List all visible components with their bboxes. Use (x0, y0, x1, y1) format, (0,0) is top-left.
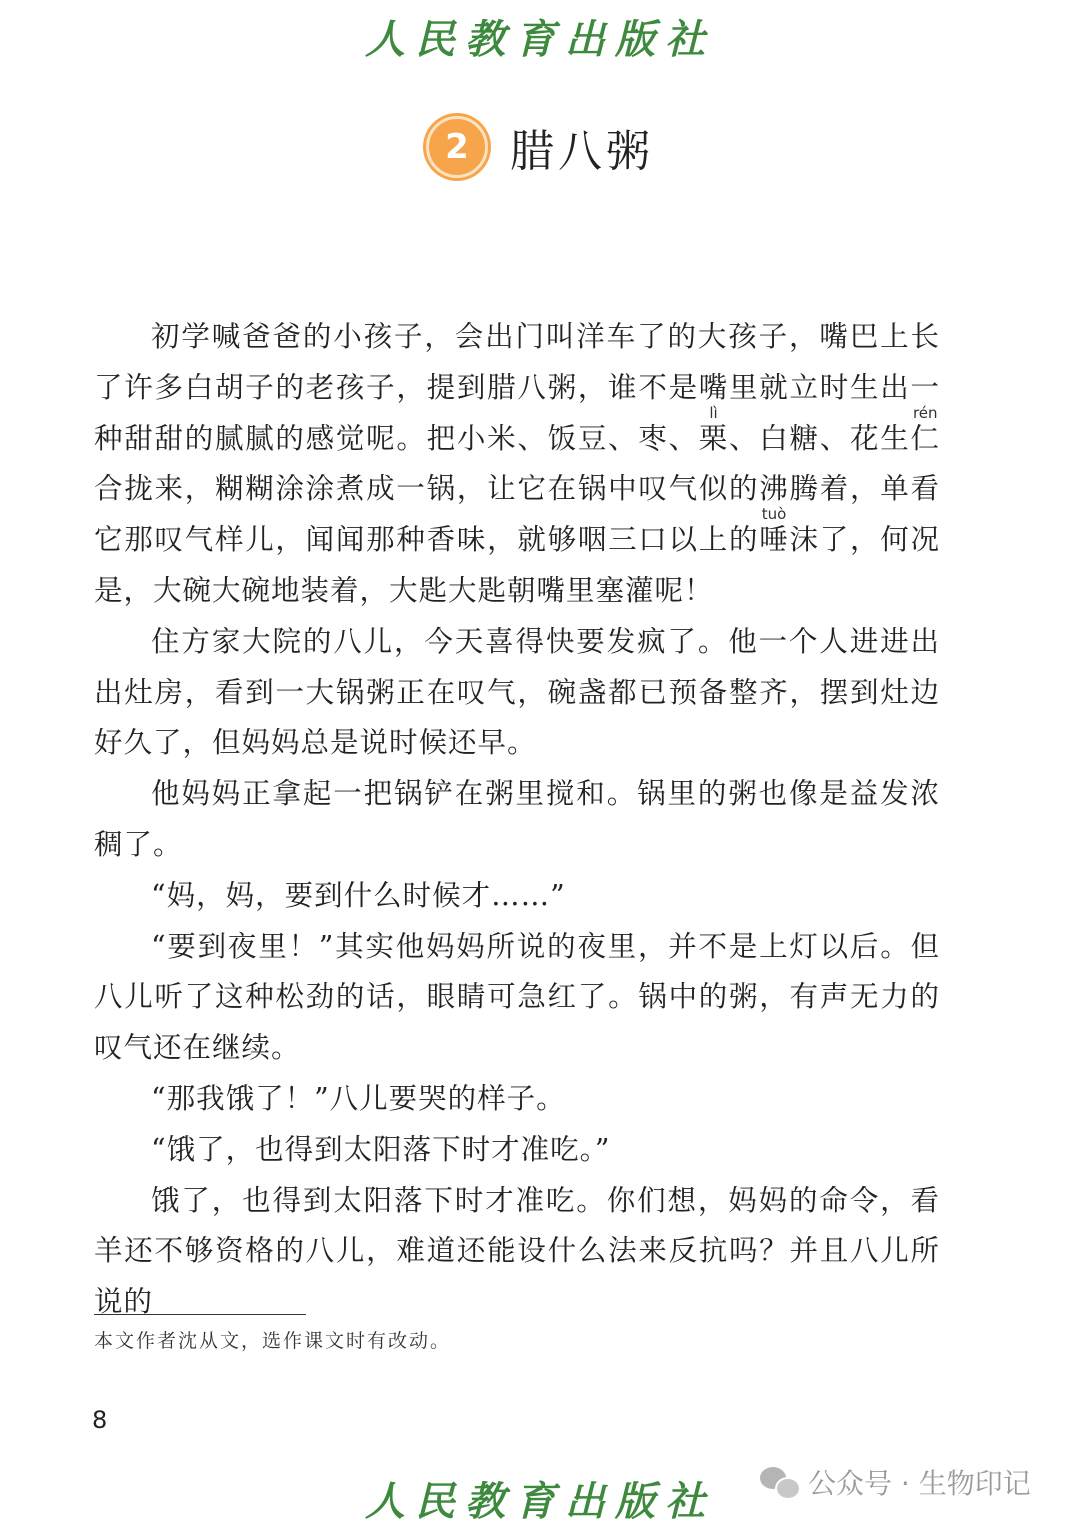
paragraph: 初学喊爸爸的小孩子，会出门叫洋车了的大孩子，嘴巴上长了许多白胡子的老孩子，提到腊八粥，谁不是嘴里就立时生出一种甜甜的腻腻的感觉呢。把小米、饭豆、枣、栗lì、白糖、花生仁rén合拢来，糊糊涂涂煮成一锅，让它在锅中叹气似的沸腾着，单看它那叹气样儿，闻闻那种香味，就够咽三口以上的唾tuò沫了，何况是，大碗大碗地装着，大匙大匙朝嘴里塞灌呢！ (94, 320, 940, 607)
annotated-character: 栗lì (698, 403, 730, 455)
annotated-character: 仁rén (910, 403, 940, 455)
publisher-footer: 人民教育出版社 (365, 1478, 715, 1525)
lesson-number-badge: 2 (426, 116, 488, 178)
lesson-heading (0, 115, 1080, 179)
paragraph: 他妈妈正拿起一把锅铲在粥里搅和。锅里的粥也像是益发浓稠了。 (94, 777, 940, 861)
pinyin-annotation: rén (910, 403, 940, 422)
lesson-title: 腊八粥 (510, 126, 654, 177)
article-body (94, 312, 940, 1328)
paragraph: 饿了，也得到太阳落下时才准吃。你们想，妈妈的命令，看羊还不够资格的八儿，难道还能设什么法来反抗吗？并且八儿所说的 (94, 1183, 940, 1319)
wechat-icon (760, 1465, 800, 1499)
paragraph: “那我饿了！”八儿要哭的样子。 (151, 1081, 566, 1115)
pinyin-annotation: tuò (759, 505, 789, 524)
footnote: 本文作者沈从文，选作课文时有改动。 (94, 1330, 452, 1352)
annotated-character: 唾tuò (759, 505, 790, 557)
watermark (760, 1462, 1031, 1502)
pinyin-annotation: lì (698, 403, 729, 422)
paragraph: “要到夜里！”其实他妈妈所说的夜里，并不是上灯以后。但八儿听了这种松劲的话，眼睛可急红了。锅中的粥，有声无力的叹气还在继续。 (94, 929, 940, 1065)
paragraph: “妈，妈，要到什么时候才……” (151, 878, 566, 912)
paragraph: 住方家大院的八儿，今天喜得快要发疯了。他一个人进进出出灶房，看到一大锅粥正在叹气，碗盏都已预备整齐，摆到灶边好久了，但妈妈总是说时候还早。 (94, 624, 940, 760)
footnote-divider (94, 1314, 306, 1315)
page-number: 8 (92, 1406, 108, 1434)
paragraph: “饿了，也得到太阳落下时才准吃。” (151, 1132, 611, 1166)
publisher-header: 人民教育出版社 (365, 16, 715, 63)
watermark-text: 公众号 · 生物印记 (808, 1467, 1031, 1500)
